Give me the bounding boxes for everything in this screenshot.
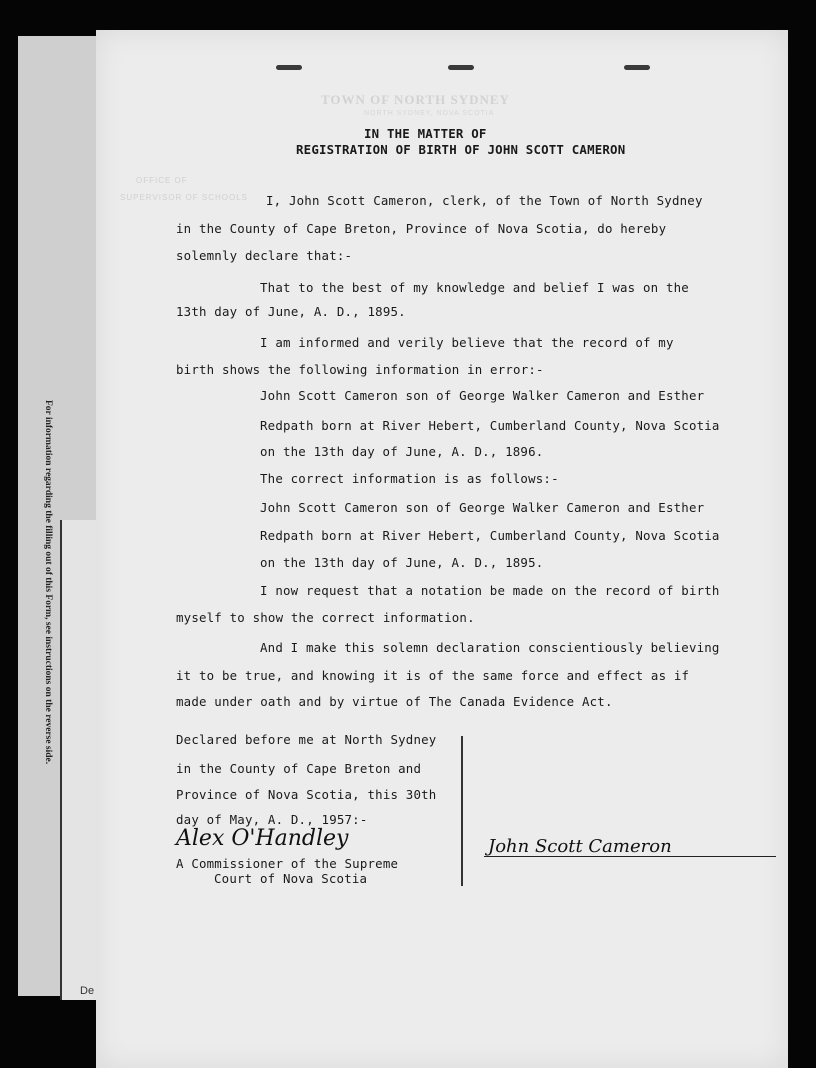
body-line: solemnly declare that:- — [176, 248, 353, 263]
title-line-1: IN THE MATTER OF — [364, 126, 487, 141]
body-line: birth shows the following information in error:- — [176, 362, 544, 377]
body-line: John Scott Cameron son of George Walker Cameron and Esther — [260, 388, 705, 403]
body-line: John Scott Cameron son of George Walker Cameron and Esther — [260, 500, 705, 515]
commissioner-title-line-1: A Commissioner of the Supreme — [176, 856, 399, 871]
staple-mark — [276, 65, 302, 70]
declaration-bracket — [461, 736, 473, 886]
body-line: made under oath and by virtue of The Canada Evidence Act. — [176, 694, 613, 709]
declarant-signature: John Scott Cameron — [488, 836, 672, 857]
bleedthrough-letterhead: TOWN OF NORTH SYDNEY — [321, 92, 510, 107]
body-line: I, John Scott Cameron, clerk, of the Town of North Sydney — [266, 193, 703, 208]
body-line: in the County of Cape Breton, Province of Nova Scotia, do hereby — [176, 221, 667, 236]
body-line: Redpath born at River Hebert, Cumberland County, Nova Scotia — [260, 528, 720, 543]
body-line: That to the best of my knowledge and belief I was on the — [260, 280, 689, 295]
body-line: I now request that a notation be made on the record of birth — [260, 583, 720, 598]
declaration-page — [96, 30, 788, 1068]
signature-line — [484, 856, 776, 857]
declaration-line: Declared before me at North Sydney — [176, 732, 437, 747]
declaration-line: in the County of Cape Breton and — [176, 761, 422, 776]
form-instructions-text: For information regarding the filling out of this Form, see instructions on the reverse side. — [43, 400, 53, 765]
body-line: And I make this solemn declaration conscientiously believing — [260, 640, 720, 655]
body-line: I am informed and verily believe that the record of my — [260, 335, 674, 350]
body-line: on the 13th day of June, A. D., 1896. — [260, 444, 544, 459]
body-line: on the 13th day of June, A. D., 1895. — [260, 555, 544, 570]
title-line-2: REGISTRATION OF BIRTH OF JOHN SCOTT CAMERON — [296, 142, 626, 157]
body-line: The correct information is as follows:- — [260, 471, 559, 486]
staple-mark — [624, 65, 650, 70]
commissioner-title-line-2: Court of Nova Scotia — [214, 871, 368, 886]
form-instructions-note — [28, 400, 68, 960]
declaration-line: Province of Nova Scotia, this 30th — [176, 787, 437, 802]
body-line: Redpath born at River Hebert, Cumberland County, Nova Scotia — [260, 418, 720, 433]
body-line: it to be true, and knowing it is of the same force and effect as if — [176, 668, 690, 683]
body-line: myself to show the correct information. — [176, 610, 475, 625]
bleedthrough-province: NORTH SYDNEY, NOVA SCOTIA — [364, 110, 495, 117]
bleedthrough-supervisor: SUPERVISOR OF SCHOOLS — [120, 193, 248, 202]
bleedthrough-office: OFFICE OF — [136, 176, 188, 185]
body-line: 13th day of June, A. D., 1895. — [176, 304, 406, 319]
declaration-line: day of May, A. D., 1957:- — [176, 812, 368, 827]
staple-mark — [448, 65, 474, 70]
commissioner-signature: Alex O'Handley — [176, 826, 349, 851]
underlying-form-fragment: De — [80, 985, 95, 997]
